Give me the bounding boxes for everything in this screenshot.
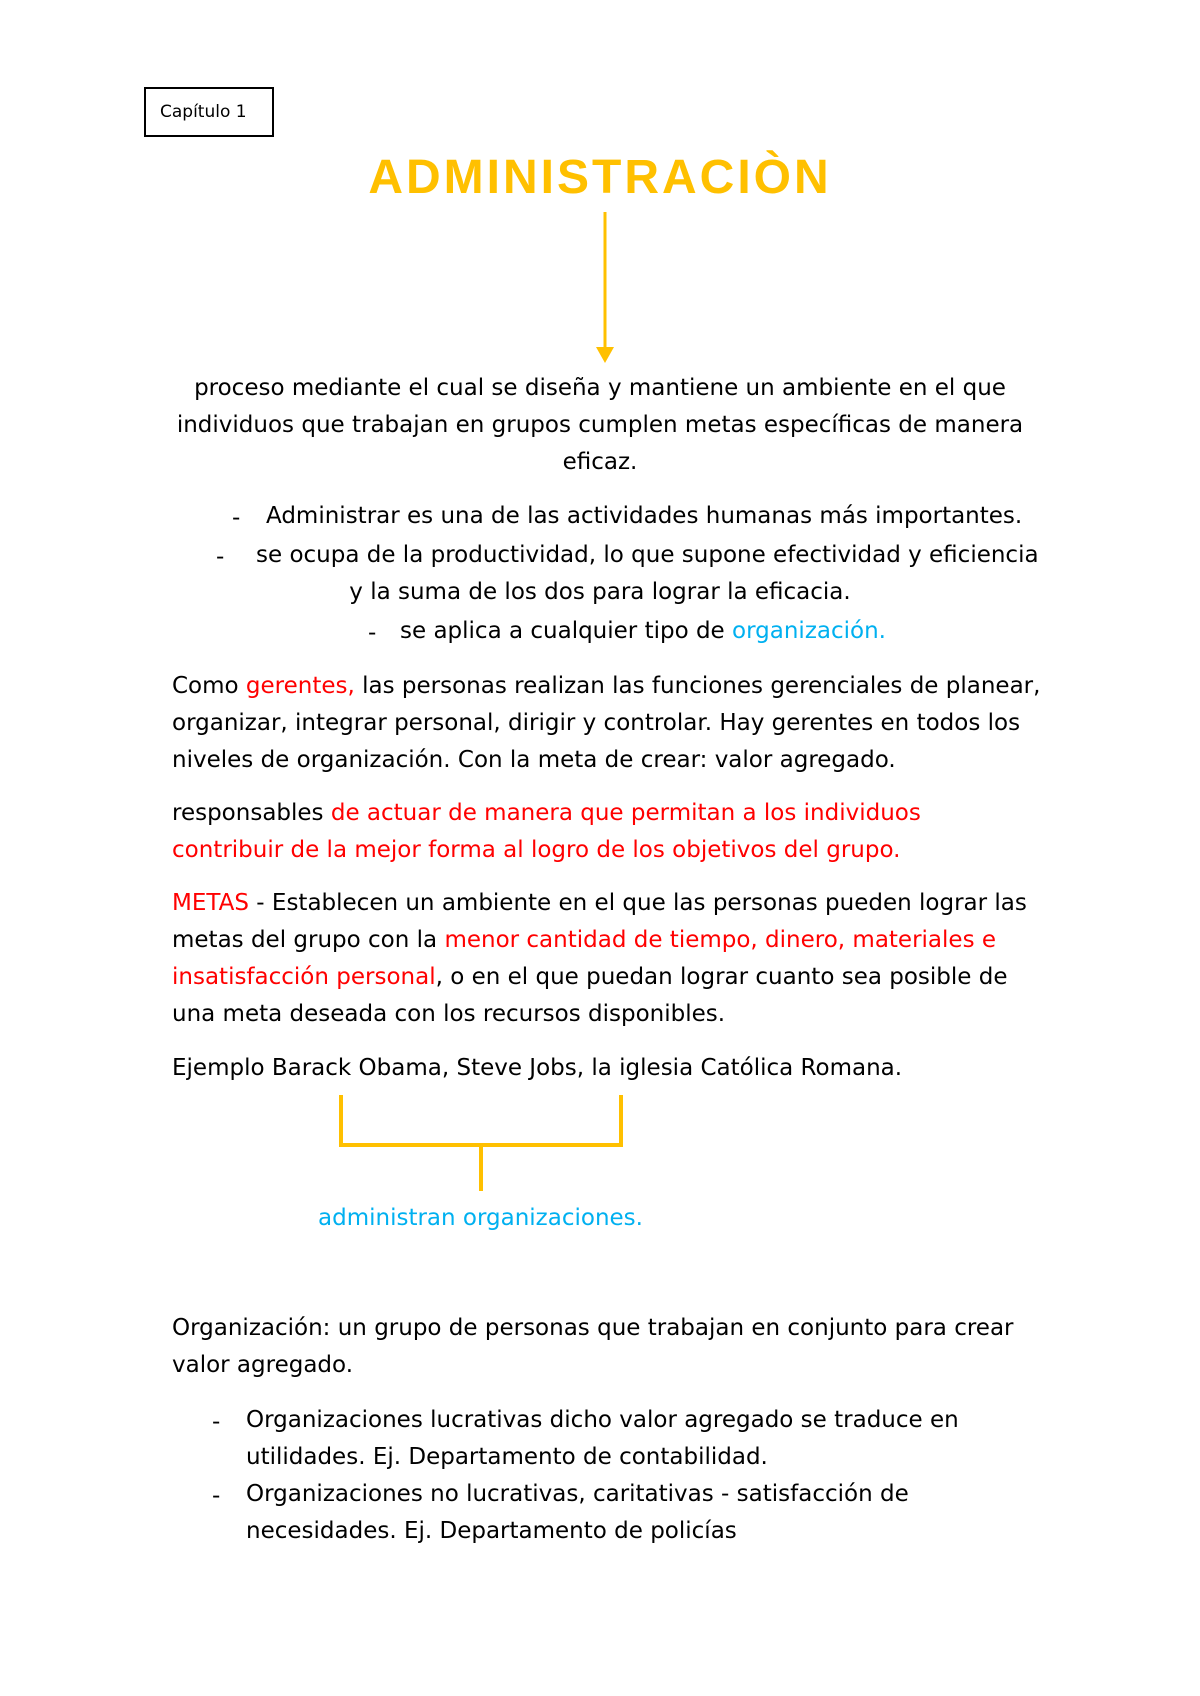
metas-line-3-post: , o en el que puedan lograr cuanto sea posible de [435, 964, 1008, 990]
metas-line-2 [172, 922, 996, 959]
bracket-connector-icon [337, 1095, 627, 1195]
bullet-lucrativas-line-1: Organizaciones lucrativas dicho valor agregado se traduce en [246, 1407, 959, 1433]
gerentes-line-3: niveles de organización. Con la meta de crear: valor agregado. [172, 747, 896, 773]
metas-line-3-highlight: insatisfacción personal [172, 964, 436, 990]
metas-line-4: una meta deseada con los recursos disponibles. [172, 1001, 726, 1027]
bullet-productividad-line-1: se ocupa de la productividad, lo que supone efectividad y eficiencia [256, 542, 1039, 568]
bullet-productividad-line-2: y la suma de los dos para lograr la eficacia. [349, 579, 851, 605]
responsables-line-2: contribuir de la mejor forma al logro de los objetivos del grupo. [172, 837, 901, 863]
metas-label: METAS [172, 890, 249, 916]
bullet-lucrativas-line-2: utilidades. Ej. Departamento de contabilidad. [246, 1444, 768, 1470]
responsables-highlight: de actuar de manera que permitan a los individuos [330, 800, 921, 826]
gerentes-highlight: gerentes, [245, 673, 355, 699]
responsables-pre: responsables [172, 800, 331, 826]
gerentes-line-2: organizar, integrar personal, dirigir y controlar. Hay gerentes en todos los [172, 710, 1021, 736]
organizacion-line-2: valor agregado. [172, 1352, 354, 1378]
page-title: ADMINISTRACIÒN [368, 151, 832, 204]
administran-label: administran organizaciones. [318, 1205, 643, 1231]
gerentes-line-1 [172, 668, 1040, 705]
bullet-organizacion [400, 613, 886, 650]
definition-line-2: individuos que trabajan en grupos cumplen metas específicas de manera [176, 412, 1024, 438]
bullet-no-lucrativas-line-1: Organizaciones no lucrativas, caritativas - satisfacción de [246, 1481, 909, 1507]
responsables-line-1 [172, 795, 921, 832]
bullet-dash: - [216, 544, 225, 570]
definition-line-1: proceso mediante el cual se diseña y mantiene un ambiente en el que [194, 375, 1006, 401]
definition-line-3: eficaz. [562, 449, 638, 475]
bullet-no-lucrativas-line-2: necesidades. Ej. Departamento de policías [246, 1518, 737, 1544]
bullet-dash: - [212, 1483, 221, 1509]
gerentes-post: las personas realizan las funciones gerenciales de planear, [354, 673, 1041, 699]
metas-line-1 [172, 885, 1027, 922]
metas-line-2-highlight: menor cantidad de tiempo, dinero, materiales e [444, 927, 997, 953]
bullet-dash: - [232, 505, 241, 531]
bullet-dash: - [368, 620, 377, 646]
chapter-label: Capítulo 1 [160, 102, 247, 122]
metas-line-3 [172, 959, 1008, 996]
metas-line-1-text: - Establecen un ambiente en el que las personas pueden lograr las [248, 890, 1027, 916]
organizacion-highlight: organización. [732, 618, 886, 644]
down-arrow-icon [590, 210, 620, 365]
bullet-administrar: Administrar es una de las actividades humanas más importantes. [266, 503, 1023, 529]
bullet-dash: - [212, 1409, 221, 1435]
ejemplo-line: Ejemplo Barack Obama, Steve Jobs, la iglesia Católica Romana. [172, 1055, 903, 1081]
chapter-label-box [144, 87, 274, 137]
gerentes-pre: Como [172, 673, 246, 699]
bullet-organizacion-text: se aplica a cualquier tipo de [400, 618, 733, 644]
metas-line-2-pre: metas del grupo con la [172, 927, 445, 953]
organizacion-line-1: Organización: un grupo de personas que trabajan en conjunto para crear [172, 1315, 1014, 1341]
